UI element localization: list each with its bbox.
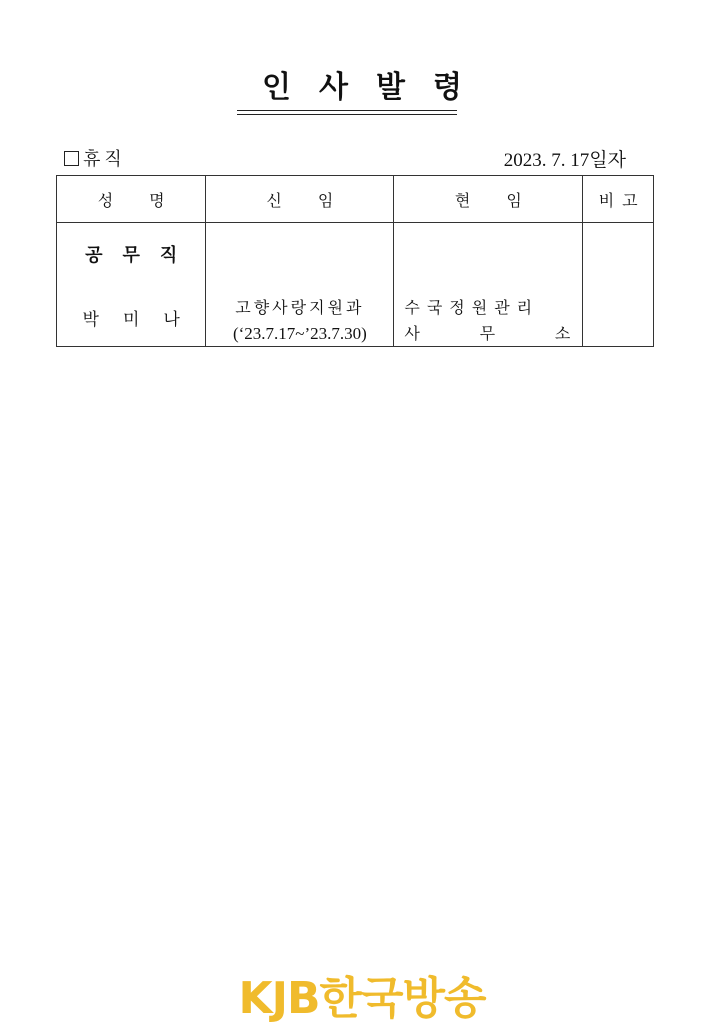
header-new-post: 신임 [206, 176, 394, 223]
document-title: 인사발령 [262, 70, 490, 105]
header-note: 비고 [583, 176, 654, 223]
cell-note [583, 223, 654, 347]
table-row [57, 223, 654, 347]
job-category: 공무직 [85, 245, 198, 266]
new-post-department: 고향사랑지원과 [235, 298, 365, 317]
current-post-line1: 수국정원관리 [404, 298, 540, 317]
header-current-post: 현임 [394, 176, 583, 223]
current-post-line2: 사 무 소 [404, 324, 571, 343]
checkbox-square-icon [64, 151, 79, 166]
personnel-table [56, 175, 654, 347]
cell-name [57, 223, 206, 347]
cell-current-post [394, 223, 583, 347]
person-name: 박미나 [82, 310, 204, 330]
kjb-logo-watermark: KJB한국방송 [238, 973, 486, 1024]
header-name: 성명 [57, 176, 206, 223]
new-post-period: (‘23.7.17~’23.7.30) [232, 324, 367, 343]
table-header-row [57, 176, 654, 223]
cell-new-post [206, 223, 394, 347]
effective-date: 2023. 7. 17일자 [503, 150, 626, 171]
section-label-text: 휴직 [83, 149, 126, 170]
section-label [64, 145, 126, 171]
title-double-underline [237, 110, 457, 115]
